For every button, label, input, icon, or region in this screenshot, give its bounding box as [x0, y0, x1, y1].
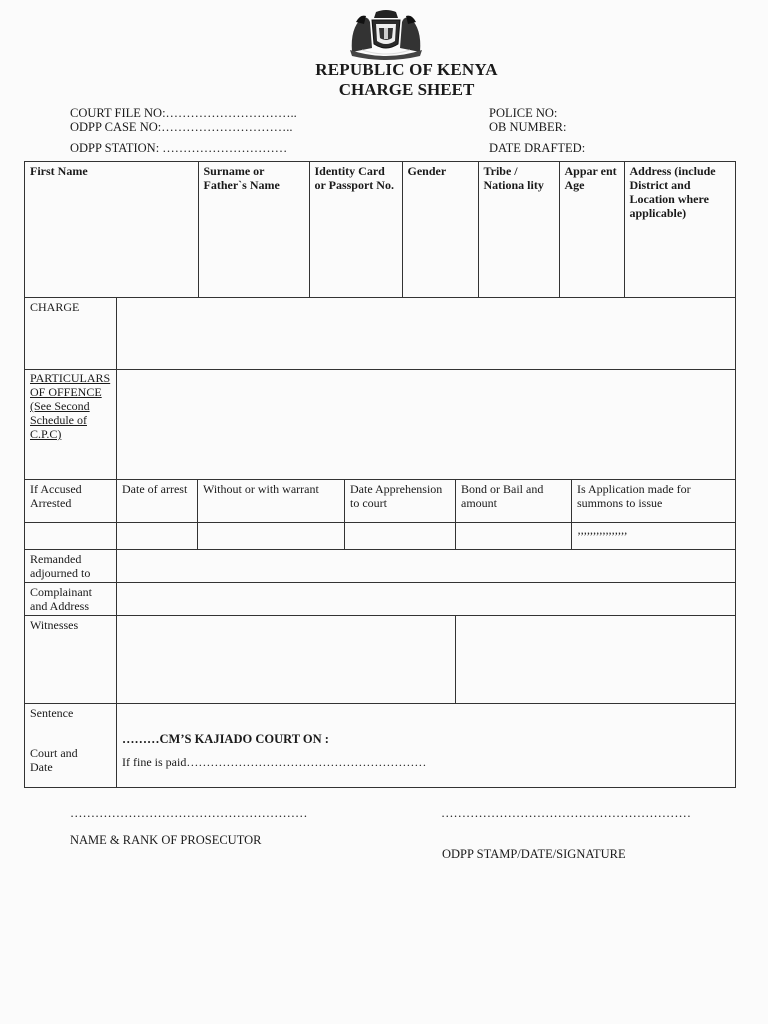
col-tribe-nationality: Tribe / Nationa lity [478, 162, 559, 297]
prosecutor-signature-line[interactable]: ………………………………………………… [70, 806, 308, 820]
accused-details-header [25, 162, 736, 297]
coat-of-arms-emblem [346, 8, 426, 60]
fine-line[interactable]: If fine is paid…………………………………………………… [122, 755, 427, 769]
sentence-court-label-cell [25, 704, 117, 788]
charge-field[interactable] [117, 298, 736, 370]
country-title: REPUBLIC OF KENYA [315, 60, 498, 79]
prosecutor-label: NAME & RANK OF PROSECUTOR [70, 833, 262, 847]
remanded-label: Remanded adjourned to [25, 550, 117, 583]
if-accused-arrested-label: If Accused Arrested [25, 480, 117, 523]
complainant-label: Complainant and Address [25, 583, 117, 616]
charge-sheet-table [24, 161, 736, 788]
date-of-arrest-value[interactable] [117, 523, 198, 550]
ob-number-field[interactable]: OB NUMBER: [489, 120, 567, 134]
sentence-field[interactable] [117, 704, 736, 788]
warrant-label: Without or with warrant [198, 480, 345, 523]
court-date-label: Court and Date [30, 746, 78, 774]
col-identity-card: Identity Card or Passport No. [309, 162, 402, 297]
police-no-field[interactable]: POLICE NO: [489, 106, 558, 120]
summons-application-label: Is Application made for summons to issue [572, 480, 736, 523]
warrant-value[interactable] [198, 523, 345, 550]
date-apprehension-value[interactable] [345, 523, 456, 550]
court-file-no-field[interactable]: COURT FILE NO:………………………….. [70, 106, 297, 120]
odpp-case-no-field[interactable]: ODPP CASE NO:………………………….. [70, 120, 293, 134]
sentence-label: Sentence [30, 706, 74, 720]
witnesses-label: Witnesses [25, 616, 117, 704]
col-first-name: First Name [25, 162, 198, 297]
witnesses-field-left[interactable] [117, 616, 456, 704]
date-of-arrest-label: Date of arrest [117, 480, 198, 523]
date-drafted-field[interactable]: DATE DRAFTED: [489, 141, 586, 155]
particulars-field[interactable] [117, 370, 736, 480]
witnesses-field-right[interactable] [456, 616, 736, 704]
col-surname: Surname or Father`s Name [198, 162, 309, 297]
charge-label: CHARGE [25, 298, 117, 370]
odpp-signature-line[interactable]: …………………………………………………… [441, 806, 691, 820]
court-line: ………CM’S KAJIADO COURT ON : [122, 732, 329, 746]
col-address: Address (include District and Location where applicable) [629, 164, 716, 220]
remanded-field[interactable] [117, 550, 736, 583]
odpp-stamp-label: ODPP STAMP/DATE/SIGNATURE [442, 847, 626, 861]
particulars-label-text: PARTICULARS OF OFFENCE (See Second Schedule of C.P.C) [30, 371, 111, 441]
bond-bail-value[interactable] [456, 523, 572, 550]
summons-value[interactable]: ’’’’’’’’’’’’’’’’ [572, 523, 736, 550]
particulars-label [25, 370, 117, 480]
col-apparent-age: Appar ent Age [559, 162, 624, 297]
bond-bail-label: Bond or Bail and amount [456, 480, 572, 523]
document-title: CHARGE SHEET [338, 80, 475, 99]
col-gender: Gender [402, 162, 478, 297]
odpp-station-field[interactable]: ODPP STATION: ………………………… [70, 141, 288, 155]
complainant-field[interactable] [117, 583, 736, 616]
date-apprehension-label: Date Apprehension to court [345, 480, 456, 523]
arrested-value[interactable] [25, 523, 117, 550]
